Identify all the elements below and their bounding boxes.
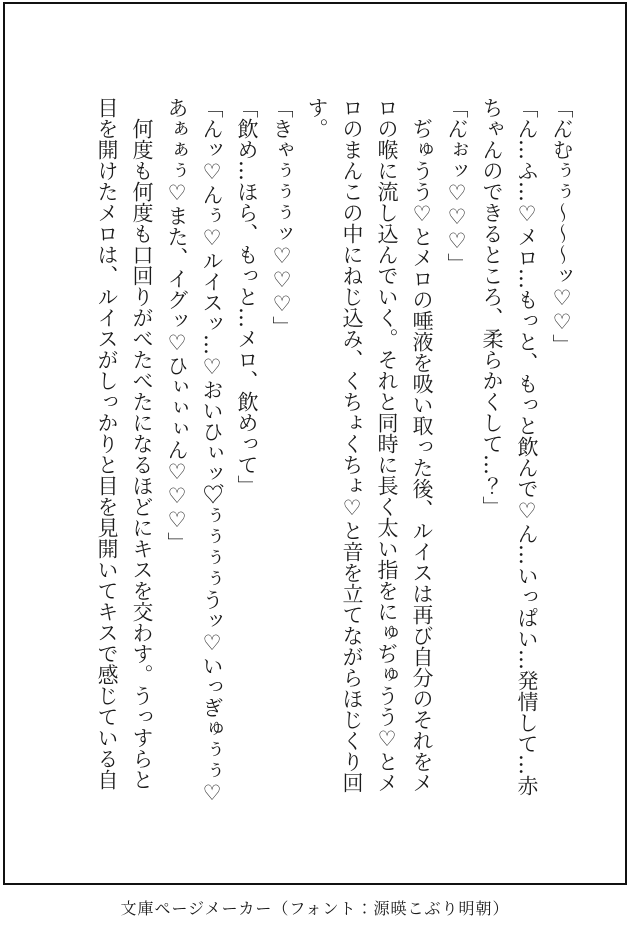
text-line: す。 — [305, 97, 329, 139]
text-line: 「ん゙ぉッ♡♡♡」 — [445, 97, 469, 274]
text-line: 「んッ♡んぅ♡ルイスッ…♡おいひぃッ♡゙ぅぅぅぅうッ♡いっぎゅぅぅ♡ — [200, 97, 224, 805]
text-line: 「ん…ふ…♡メロ…もっと、もっと飲んで♡ん…いっぱい…発情して…赤 — [515, 97, 539, 796]
text-line: 「飲め…ほら、もっと…メロ、飲めって」 — [235, 97, 259, 496]
text-line: 目を開けたメロは、ルイスがしっかりと目を見開いてキスで感じている自 — [95, 97, 119, 790]
text-line: ロの喉に流し込んでいく。それと同時に長く太い指をにゅぢゅうう♡とメ — [375, 97, 399, 793]
text-line: ぢゅうう♡とメロの唾液を吸い取った後、ルイスは再び自分のそれをメ — [410, 97, 434, 793]
text-line: 「きゃぅぅぅッ♡♡♡」 — [270, 97, 294, 337]
text-line: あぁぁぅ♡また、イグッ♡ひぃぃぃん♡♡♡」 — [165, 97, 189, 553]
text-line: ちゃんのできるところ、柔らかくして…？」 — [480, 97, 504, 517]
generator-caption: 文庫ページメーカー（フォント：源暎こぶり明朝） — [120, 899, 510, 918]
vertical-text-block — [89, 97, 579, 805]
page-frame — [3, 2, 627, 885]
text-line: ロのまんこの中にねじ込み、くちょくちょ♡と音を立てながらほじくり回 — [340, 97, 364, 793]
text-line: 「ん゙むぅぅ～～～ッ♡♡」 — [550, 97, 574, 355]
text-line: 何度も何度も口回りがべたべたになるほどにキスを交わす。うっすらと — [130, 97, 154, 790]
